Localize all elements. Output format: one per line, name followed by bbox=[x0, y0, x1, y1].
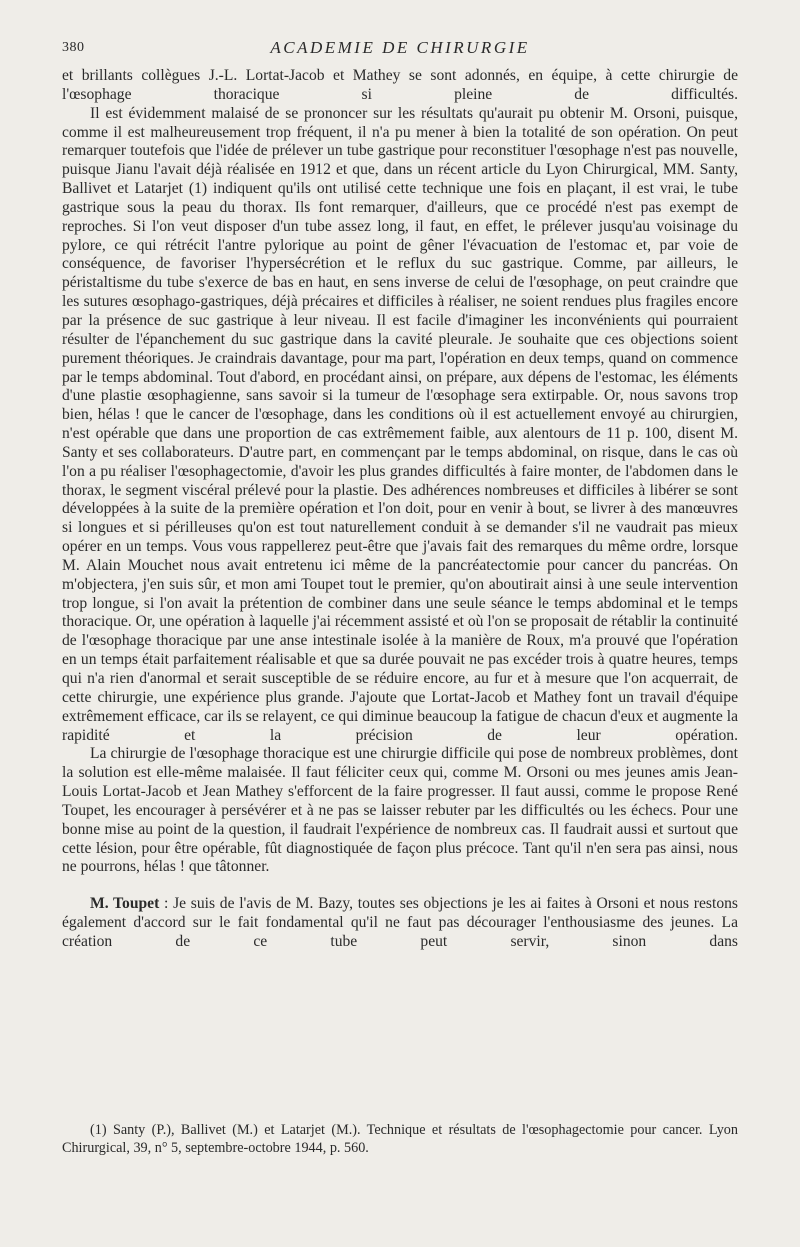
paragraph-spacer bbox=[62, 877, 738, 895]
footnote bbox=[62, 1122, 738, 1157]
paragraph-toupet bbox=[62, 895, 738, 952]
running-title: ACADEMIE DE CHIRURGIE bbox=[270, 38, 530, 57]
paragraph-objections: Il est évidemment malaisé de se prononcer sur les résultats qu'aurait pu obtenir M. Orsoni, puisque, comme il est malheureusement trop fréquent, il n'a pu mener à bien la totalité de son opération. On peut remarquer toutefois que l'idée de prélever un tube gastrique pour reconstituer l'œsophage n'est pas nouvelle, puisque Jianu l'avait déjà réalisée en 1912 et que, dans un récent article du Lyon Chirurgical, MM. Santy, Ballivet et Latarjet (1) indiquent qu'ils ont utilisé cette technique une fois en plaçant, il est vrai, le tube gastrique sous la peau du thorax. Ils font remarquer, d'ailleurs, que ce procédé n'est pas exempt de reproches. Si l'on veut disposer d'un tube assez long, il faut, en effet, le prélever jusqu'au voisinage du pylore, ce qui rétrécit l'antre pylorique au point de gêner l'évacuation de l'estomac et, par voie de conséquence, de favoriser l'hypersécrétion et le reflux du suc gastrique. Comme, par ailleurs, le péristaltisme du tube s'exerce de bas en haut, en sens inverse de celui de l'œsophage, on peut craindre que les sutures œsophago-gastriques, déjà précaires et difficiles à réaliser, ne soient rendues plus fragiles encore par la présence de suc gastrique à leur niveau. Il est facile d'imaginer les inconvénients qui pourraient résulter de l'épanchement du suc gastrique dans la cavité pleurale. Je souhaite que ces objections soient purement théoriques. Je craindrais davantage, pour ma part, l'opération en deux temps, quand on commence par le temps abdominal. Tout d'abord, en procédant ainsi, on prépare, aux dépens de l'estomac, les éléments d'une plastie œsophagienne, sans savoir si la tumeur de l'œsophage sera extirpable. Or, nous savons trop bien, hélas ! que le cancer de l'œsophage, dans les conditions où il est actuellement envoyé au chirurgien, n'est opérable que dans une proportion de cas extrêmement faible, aux alentours de 11 p. 100, disent M. Santy et ses collaborateurs. D'autre part, en commençant par le temps abdominal, on risque, dans le cas où l'on a pu réaliser l'œsophagectomie, d'avoir les plus grandes difficultés à faire monter, de l'abdomen dans le thorax, le segment viscéral prélevé pour la plastie. Des adhérences nombreuses et difficiles à libérer se sont développées à la suite de la première opération et l'on doit, pour en venir à bout, se livrer à des manœuvres si longues et si périlleuses qu'on est tout naturellement conduit à se demander s'il ne vaudrait pas mieux opérer en un temps. Vous vous rappellerez peut-être que j'avais fait des remarques du même ordre, lorsque M. Alain Mouchet nous avait entretenu ici même de la pancréatectomie pour cancer du pancréas. On m'objectera, j'en suis sûr, et mon ami Toupet tout le premier, qu'on aboutirait ainsi à une seule intervention trop longue, si l'on avait la prétention de combiner dans une seule séance le temps abdominal et le temps thoracique. Or, une opération à laquelle j'ai récemment assisté et où l'on se proposait de rétablir la continuité de l'œsophage thoracique par une anse intestinale isolée à la manière de Roux, m'a prouvé que l'opération en un temps était parfaitement réalisable et que sa durée pouvait ne pas excéder trois à quatre heures, temps qui n'a rien d'anormal et serait susceptible de se réduire encore, au fur et à mesure que l'on acquerrait, de cette chirurgie, une expérience plus grande. J'ajoute que Lortat-Jacob et Mathey font un travail d'équipe extrêmement efficace, car ils se relayent, ce qui diminue beaucoup la fatigue de chacun d'eux et augmente la rapidité et la précision de leur opération. bbox=[62, 104, 738, 744]
speaker-remark: : Je suis de l'avis de M. Bazy, toutes ses objections je les ai faites à Orsoni et nous restons également d'accord sur le fait fondamental qu'il ne faut pas décourager l'enthousiasme des jeunes. La création de ce tube peut servir, sinon dans bbox=[62, 895, 738, 950]
body-text bbox=[62, 67, 738, 952]
page-header bbox=[62, 40, 738, 62]
paragraph-continuation: et brillants collègues J.-L. Lortat-Jacob et Mathey se sont adonnés, en équipe, à cette chirurgie de l'œsophage thoracique si pleine de difficultés. bbox=[62, 67, 738, 103]
footnote-text: (1) Santy (P.), Ballivet (M.) et Latarjet (M.). Technique et résultats de l'œsophagectomie pour cancer. Lyon Chirurgical, 39, n° 5, septembre-octobre 1944, p. 560. bbox=[62, 1122, 738, 1156]
page-number: 380 bbox=[62, 40, 85, 55]
speaker-name: M. Toupet bbox=[90, 895, 160, 913]
paragraph-conclusion: La chirurgie de l'œsophage thoracique est une chirurgie difficile qui pose de nombreux problèmes, dont la solution est elle-même malaisée. Il faut féliciter ceux qui, comme M. Orsoni ou mes jeunes amis Jean-Louis Lortat-Jacob et Jean Mathey s'efforcent de la faire progresser. Il faut aussi, comme le propose René Toupet, les encourager à persévérer et à ne pas se laisser rebuter par les difficultés ou les échecs. Pour une bonne mise au point de la question, il faudrait l'expérience de nombreux cas. Il faudrait aussi et surtout que cette lésion, pour être opérable, fût diagnostiquée de façon plus précoce. Tant qu'il n'en sera pas ainsi, nous ne pourrons, hélas ! que tâtonner. bbox=[62, 745, 738, 876]
